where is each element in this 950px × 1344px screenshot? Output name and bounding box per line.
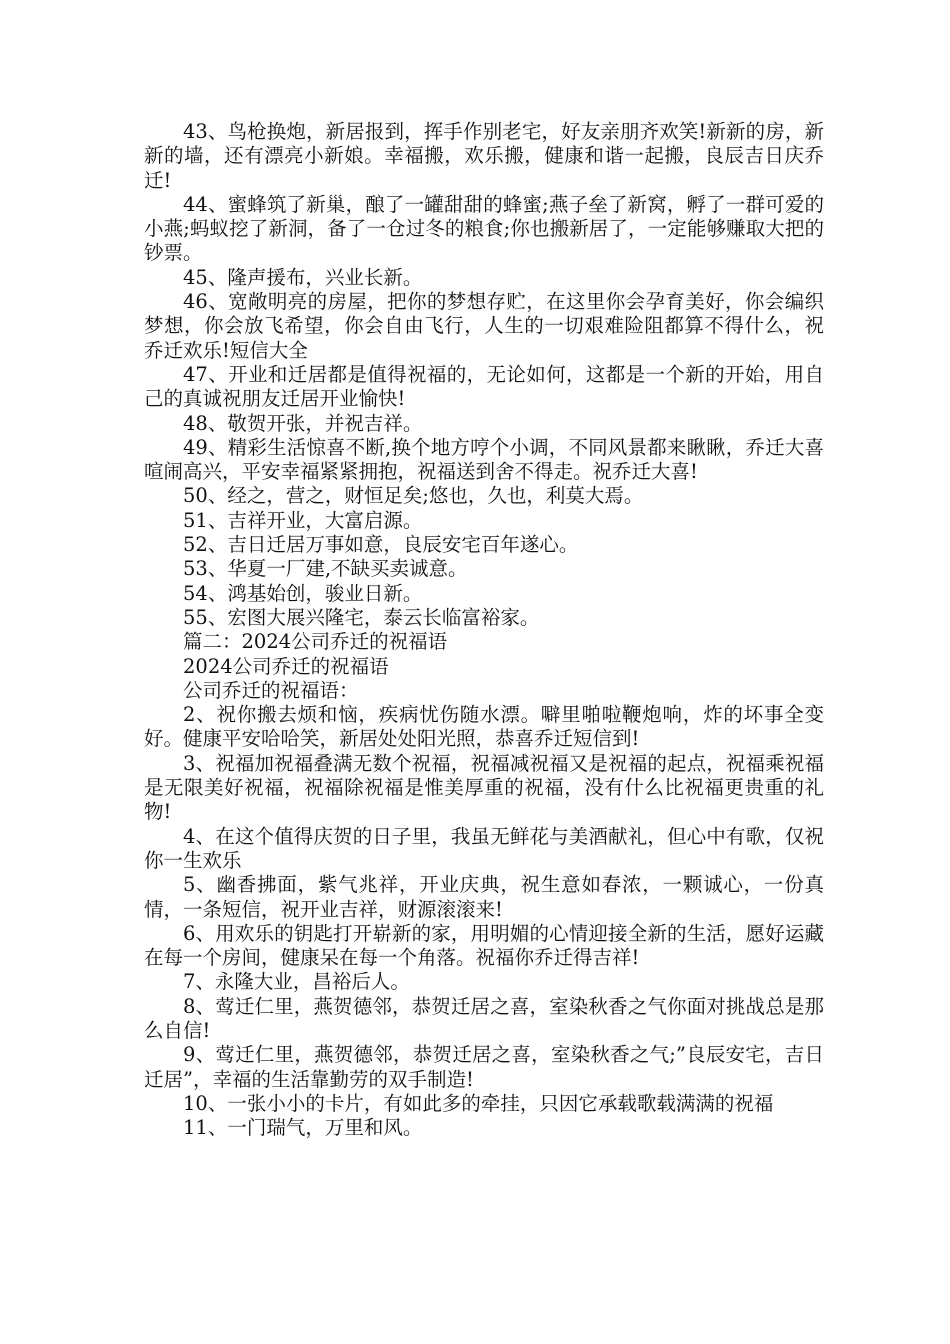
paragraph-47: 47、开业和迁居都是值得祝福的，无论如何，这都是一个新的开始，用自己的真诚祝朋友迁居开业愉快! xyxy=(144,362,824,411)
paragraph-3: 3、祝福加祝福叠满无数个祝福，祝福减祝福又是祝福的起点，祝福乘祝福是无限美好祝福，祝福除祝福是惟美厚重的祝福，没有什么比祝福更贵重的礼物! xyxy=(144,751,824,824)
section-title: 2024公司乔迁的祝福语 xyxy=(183,654,389,678)
paragraph-5: 5、幽香拂面，紫气兆祥，开业庆典，祝生意如春浓，一颗诚心，一份真情，一条短信，祝开业吉祥，财源滚滚来! xyxy=(144,873,824,921)
paragraph-2: 2、祝你搬去烦和恼，疾病忧伤随水漂。噼里啪啦鞭炮响，炸的坏事全变好。健康平安哈哈笑，新居处处阳光照，恭喜乔迁短信到! xyxy=(144,703,824,751)
paragraph-50: 50、经之，营之，财恒足矣;悠也，久也，利莫大焉。 xyxy=(183,484,644,508)
section-heading: 篇二：2024公司乔迁的祝福语 xyxy=(183,630,448,654)
paragraph-6: 6、用欢乐的钥匙打开崭新的家，用明媚的心情迎接全新的生活，愿好运藏在每一个房间，健康呆在每一个角落。祝福你乔迁得吉祥! xyxy=(144,921,824,970)
paragraph-49: 49、精彩生活惊喜不断,换个地方哼个小调，不同风景都来瞅瞅，乔迁大喜喧闹高兴，平安幸福紧紧拥抱，祝福送到舍不得走。祝乔迁大喜! xyxy=(144,435,824,484)
paragraph-10: 10、一张小小的卡片，有如此多的牵挂，只因它承载歌载满满的祝福 xyxy=(183,1091,774,1115)
paragraph-51: 51、吉祥开业，大富启源。 xyxy=(183,508,423,532)
paragraph-43: 43、鸟枪换炮，新居报到，挥手作别老宅，好友亲朋齐欢笑!新新的房，新新的墙，还有漂亮小新娘。幸福搬，欢乐搬，健康和谐一起搬，良辰吉日庆乔迁! xyxy=(144,120,824,192)
paragraph-4: 4、在这个值得庆贺的日子里，我虽无鲜花与美酒献礼，但心中有歌，仅祝你一生欢乐 xyxy=(144,824,824,872)
paragraph-52: 52、吉日迁居万事如意，良辰安宅百年遂心。 xyxy=(183,533,579,557)
paragraph-48: 48、敬贺开张，并祝吉祥。 xyxy=(183,411,423,435)
paragraph-53: 53、华夏一厂建,不缺买卖诚意。 xyxy=(183,557,468,581)
paragraph-8: 8、莺迁仁里，燕贺德邻，恭贺迁居之喜，室染秋香之气你面对挑战总是那么自信! xyxy=(144,994,824,1042)
paragraph-54: 54、鸿基始创，骏业日新。 xyxy=(183,581,423,605)
paragraph-55: 55、宏图大展兴隆宅，泰云长临富裕家。 xyxy=(183,605,540,629)
paragraph-45: 45、隆声援布，兴业长新。 xyxy=(183,265,423,289)
document-body xyxy=(144,120,824,1140)
paragraph-9: 9、莺迁仁里，燕贺德邻，恭贺迁居之喜，室染秋香之气;”良辰安宅，吉日迁居”，幸福的生活靠勤劳的双手制造! xyxy=(144,1043,824,1091)
paragraph-7: 7、永隆大业，昌裕后人。 xyxy=(183,970,410,994)
paragraph-46: 46、宽敞明亮的房屋，把你的梦想存贮，在这里你会孕育美好，你会编织梦想，你会放飞希望，你会自由飞行，人生的一切艰难险阻都算不得什么，祝乔迁欢乐!短信大全 xyxy=(144,290,824,362)
paragraph-44: 44、蜜蜂筑了新巢，酿了一罐甜甜的蜂蜜;燕子垒了新窝，孵了一群可爱的小燕;蚂蚁挖了新洞，备了一仓过冬的粮食;你也搬新居了，一定能够赚取大把的钞票。 xyxy=(144,192,824,265)
paragraph-11: 11、一门瑞气，万里和风。 xyxy=(183,1116,423,1140)
section-subtitle: 公司乔迁的祝福语： xyxy=(183,678,359,702)
